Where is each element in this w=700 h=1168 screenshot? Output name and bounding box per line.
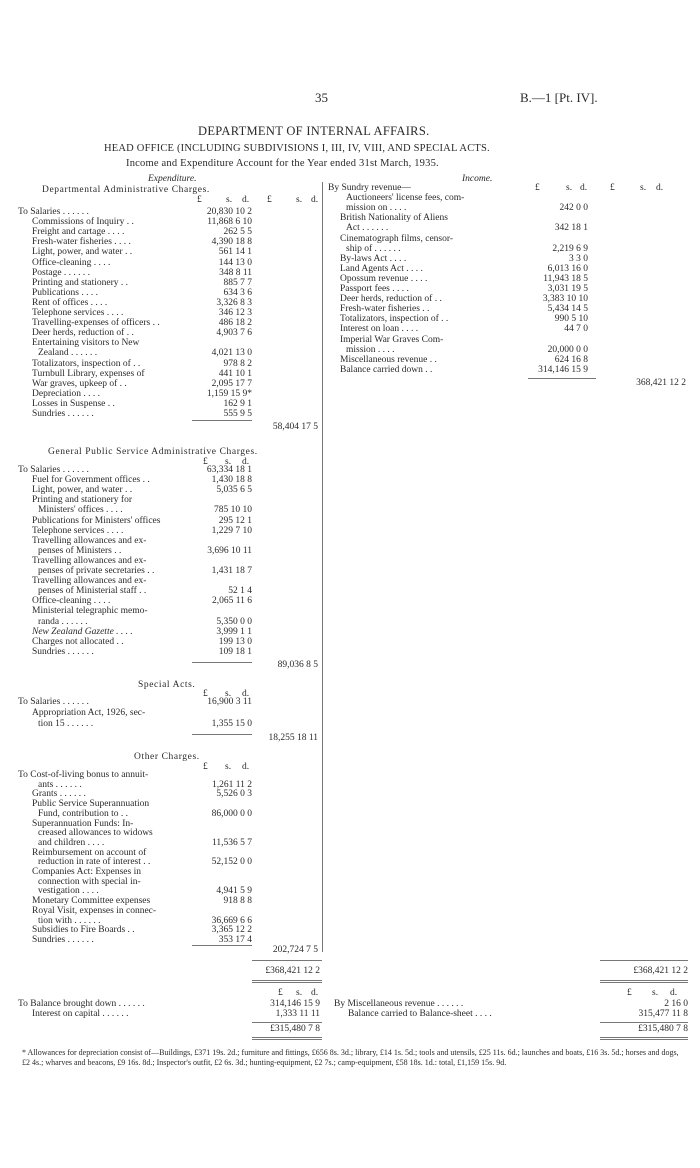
currency-header: s. — [652, 988, 659, 998]
income-rows-amount: 3,031 19 5 — [547, 284, 588, 294]
currency-header: d. — [242, 457, 250, 467]
section-departmental: Departmental Administrative Charges. — [42, 185, 210, 195]
general-rows-amount: 1,229 7 10 — [211, 525, 252, 536]
dept-rows-amount: 348 8 11 — [219, 267, 252, 278]
special-rows-amount: 16,900 3 11 — [207, 697, 252, 707]
dept-rows-label: Travelling-expenses of officers . . — [32, 318, 160, 329]
subtotal-rule — [192, 662, 252, 663]
dept-rows-label: Commissions of Inquiry . . — [32, 217, 134, 228]
dept-rows-amount: 634 3 6 — [223, 287, 252, 298]
income-rows-amount: 44 7 0 — [564, 324, 588, 335]
special-rows-label: tion 15 . . . . . . — [38, 719, 94, 729]
income-rows-amount: 314,146 15 9 — [538, 364, 588, 375]
other-rows-label: Monetary Committee expenses — [32, 896, 151, 907]
dept-rows-amount: 144 13 0 — [218, 257, 252, 268]
currency-header: d. — [656, 183, 664, 193]
income-rows-amount: 3,383 10 10 — [542, 294, 588, 305]
subtotal-rule — [528, 378, 596, 379]
currency-header: s. — [226, 195, 233, 205]
other-rows-amount: 52,152 0 0 — [211, 857, 252, 868]
general-rows-amount: 1,431 18 7 — [211, 566, 252, 576]
total-rule — [600, 1037, 688, 1038]
dept-rows-label: Zealand . . . . . . — [38, 348, 98, 359]
income-rows-label: Deer herds, reduction of . . — [340, 294, 442, 305]
special-rows-amount: 1,355 15 0 — [211, 719, 252, 729]
general-rows-amount: 5,350 0 0 — [216, 616, 252, 627]
general-rows-amount: 5,035 6 5 — [216, 485, 252, 496]
dept-rows-amount: 346 12 3 — [218, 308, 252, 318]
balance-left-amount: 1,333 11 11 — [275, 1009, 320, 1019]
dept-rows-amount: 11,868 6 10 — [207, 217, 252, 228]
currency-header: £ — [610, 183, 615, 193]
currency-header: £ — [203, 457, 208, 467]
balance-right-total: £315,480 7 8 — [638, 1024, 688, 1034]
other-rows-label: Fund, contribution to . . — [38, 808, 128, 819]
other-rows-amount: 11,536 5 7 — [211, 837, 252, 848]
general-rows-label: randa . . . . . . — [38, 616, 88, 627]
dept-rows-label: Sundries . . . . . . — [32, 409, 94, 419]
dept-rows-label: Entertaining visitors to New — [32, 338, 140, 349]
grand-total-left: £368,421 12 2 — [265, 966, 320, 976]
dept-rows-label: Losses in Suspense . . — [32, 398, 115, 409]
general-rows-label: Travelling allowances and ex- — [32, 535, 147, 546]
general-rows-label: Charges not allocated . . — [32, 636, 124, 647]
income-rows-label: mission on . . . . — [346, 203, 407, 214]
income-rows-label: Imperial War Graves Com- — [340, 334, 444, 345]
other-rows-amount: 86,000 0 0 — [211, 808, 252, 819]
total-rule — [600, 1022, 688, 1023]
income-rows-label: Act . . . . . . — [346, 223, 389, 234]
other-rows-amount: 4,941 5 9 — [216, 886, 252, 897]
income-rows-label: By Sundry revenue— — [328, 183, 411, 193]
income-rows-amount: 342 18 1 — [554, 223, 588, 234]
total-rule — [252, 960, 322, 961]
general-rows-amount: 199 13 0 — [218, 636, 252, 647]
general-rows-amount: 52 1 4 — [228, 586, 252, 597]
income-rows-amount: 242 0 0 — [559, 203, 588, 214]
special-rows-label: Appropriation Act, 1926, sec- — [32, 708, 146, 718]
general-rows-label: Ministers' offices . . . . — [38, 505, 123, 516]
general-rows-label: Fuel for Government offices . . — [32, 475, 150, 486]
income-rows-label: British Nationality of Aliens — [340, 213, 448, 224]
depreciation-footnote: * Allowances for depreciation consist of—Buildings, £371 19s. 2d.; furniture and fittings, £656 8s. 3d.; library, £14 1s. 5d.; tools and utensils, £25 11s. 6d.; launches and boats, £16 3s. 5d.; horses and dogs, £2 4s.; wharves and beacons, £9 16s. 8d.; Inspector's outfit, £2 6s. 3d.; hunting-equipment, £2 7s.; camp-equipment, £58 18s. 1d.: total, £1,159 15s. 9d. — [22, 1048, 679, 1067]
special-rows-label: To Salaries . . . . . . — [18, 697, 89, 707]
currency-header: s. — [296, 988, 303, 998]
dept-rows-label: Freight and cartage . . . . — [32, 227, 125, 238]
general-rows-label: Travelling allowances and ex- — [32, 576, 147, 587]
total-rule — [600, 980, 688, 981]
income-rows-label: Totalizators, inspection of . . — [340, 314, 449, 325]
dept-rows-label: Telephone services . . . . — [32, 308, 124, 318]
currency-header: s. — [225, 457, 232, 467]
page-title: DEPARTMENT OF INTERNAL AFFAIRS. — [198, 124, 430, 138]
section-other: Other Charges. — [134, 752, 200, 762]
general-rows-label: penses of private secretaries . . — [38, 566, 155, 576]
other-rows-label: Companies Act: Expenses in — [32, 867, 141, 877]
total-rule — [600, 982, 688, 983]
dept-rows-label: To Salaries . . . . . . — [18, 207, 89, 217]
other-rows-label: To Cost-of-living bonus to annuit- — [18, 770, 149, 780]
currency-header: d. — [670, 988, 678, 998]
income-rows-label: Auctioneers' license fees, com- — [346, 193, 465, 204]
income-rows-amount: 2,219 6 9 — [552, 243, 588, 254]
general-rows-label: Publications for Ministers' offices — [32, 515, 161, 526]
income-rows-label: Opossum revenue . . . . — [340, 273, 428, 284]
balance-left-total: £315,480 7 8 — [270, 1024, 320, 1034]
general-rows-label: penses of Ministers . . — [38, 545, 122, 556]
currency-header: d. — [580, 183, 588, 193]
currency-header: £ — [267, 195, 272, 205]
general-rows-label: Travelling allowances and ex- — [32, 555, 147, 566]
total-rule — [600, 960, 688, 961]
income-label: Income. — [462, 174, 493, 184]
general-rows-amount: 3,696 10 11 — [207, 545, 252, 556]
general-rows-label: Printing and stationery for — [32, 495, 132, 506]
dept-rows-amount: 4,021 13 0 — [211, 348, 252, 359]
total-rule — [252, 1022, 322, 1023]
general-rows-amount: 785 10 10 — [214, 505, 252, 516]
dept-rows-amount: 4,903 7 6 — [216, 328, 252, 339]
currency-header: s. — [225, 689, 232, 699]
other-rows-label: creased allowances to widows — [38, 828, 153, 839]
subtotal-rule — [192, 420, 252, 421]
currency-header: d. — [242, 195, 250, 205]
income-rows-label: Fresh-water fisheries . . — [340, 304, 430, 315]
income-rows-amount: 11,943 18 5 — [543, 273, 588, 284]
other-rows-label: tion with . . . . . . — [38, 915, 101, 926]
general-rows-label: Office-cleaning . . . . — [32, 596, 111, 607]
dept-rows-amount: 1,159 15 9* — [206, 388, 252, 399]
dept-rows-label: War graves, upkeep of . . — [32, 378, 127, 389]
dept-rows-amount: 3,326 8 3 — [216, 297, 252, 308]
income-total: 368,421 12 2 — [636, 378, 686, 388]
other-rows-label: Reimbursement on account of — [32, 847, 147, 858]
other-rows-amount: 5,526 0 3 — [216, 789, 252, 800]
other-rows-label: Public Service Superannuation — [32, 799, 150, 810]
income-rows-amount: 20,000 0 0 — [547, 344, 588, 355]
special-total: 18,255 18 11 — [268, 733, 318, 743]
subtotal-rule — [192, 945, 252, 946]
dept-rows-amount: 162 9 1 — [223, 398, 252, 409]
dept-rows-amount: 561 14 1 — [218, 247, 252, 258]
dept-rows-amount: 486 18 2 — [218, 318, 252, 329]
dept-rows-label: Publications . . . . — [32, 287, 98, 298]
other-rows-amount: 36,669 6 6 — [211, 915, 252, 926]
other-total: 202,724 7 5 — [272, 945, 318, 955]
other-rows-amount: 1,261 11 2 — [211, 779, 252, 790]
currency-header: s. — [225, 762, 232, 772]
income-rows-label: Interest on loan . . . . — [340, 324, 419, 335]
other-rows-amount: 918 8 8 — [223, 896, 252, 907]
other-rows-amount: 3,365 12 2 — [211, 925, 252, 936]
general-rows-amount: 295 12 1 — [218, 515, 252, 526]
total-rule — [252, 980, 322, 981]
dept-rows-amount: 555 9 5 — [223, 409, 252, 419]
general-rows-label: To Salaries . . . . . . — [18, 465, 89, 475]
dept-rows-amount: 885 7 7 — [223, 277, 252, 288]
currency-header: £ — [535, 183, 540, 193]
dept-rows-label: Turnbull Library, expenses of — [32, 368, 145, 379]
income-rows-amount: 990 5 10 — [554, 314, 588, 325]
currency-header: d. — [311, 988, 319, 998]
dept-rows-label: Fresh-water fisheries . . . . — [32, 237, 131, 248]
currency-header: s. — [566, 183, 573, 193]
balance-left-label: Interest on capital . . . . . . — [32, 1009, 129, 1019]
currency-header: d. — [242, 689, 250, 699]
currency-header: £ — [197, 195, 202, 205]
dept-rows-label: Office-cleaning . . . . — [32, 257, 111, 268]
income-rows-label: Miscellaneous revenue . . — [340, 354, 437, 365]
general-rows-label: Light, power, and water . . — [32, 485, 133, 496]
general-rows-label: penses of Ministerial staff . . — [38, 586, 147, 597]
currency-header: s. — [640, 183, 647, 193]
total-rule — [252, 1039, 322, 1040]
dept-rows-amount: 441 10 1 — [218, 368, 252, 379]
expenditure-label: Expenditure. — [148, 174, 197, 184]
dept-rows-amount: 2,095 17 7 — [211, 378, 252, 389]
dept-rows-amount: 978 8 2 — [223, 358, 252, 369]
general-rows-amount: 2,065 11 6 — [211, 596, 252, 607]
departmental-total: 58,404 17 5 — [272, 422, 318, 432]
balance-left-amount: 314,146 15 9 — [270, 999, 320, 1009]
balance-right-amount: 2 16 0 — [664, 999, 688, 1009]
document-reference: B.—1 [Pt. IV]. — [520, 90, 598, 105]
currency-header: £ — [278, 988, 283, 998]
other-rows-label: reduction in rate of interest . . — [38, 857, 151, 868]
income-rows-amount: 5,434 14 5 — [547, 304, 588, 315]
currency-header: £ — [627, 988, 632, 998]
other-rows-label: and children . . . . — [38, 837, 105, 848]
dept-rows-amount: 4,390 18 8 — [211, 237, 252, 248]
total-rule — [252, 982, 322, 983]
general-rows-label: Sundries . . . . . . — [32, 646, 94, 657]
general-rows-amount: 63,334 18 1 — [206, 465, 252, 475]
column-divider — [322, 182, 323, 952]
other-rows-amount: 353 17 4 — [218, 934, 252, 945]
section-special: Special Acts. — [138, 680, 196, 690]
currency-header: £ — [203, 762, 208, 772]
dept-rows-label: Printing and stationery . . — [32, 277, 129, 288]
general-rows-amount: 109 18 1 — [218, 646, 252, 657]
currency-header: £ — [203, 689, 208, 699]
account-title: Income and Expenditure Account for the Year ended 31st March, 1935. — [126, 158, 439, 169]
grand-total-right: £368,421 12 2 — [633, 966, 688, 976]
balance-right-label: By Miscellaneous revenue . . . . . . — [334, 999, 464, 1009]
general-rows-label: Telephone services . . . . — [32, 525, 124, 536]
other-rows-label: Superannuation Funds: In- — [32, 818, 134, 829]
general-total: 89,036 8 5 — [277, 660, 318, 670]
income-rows-label: mission . . . . — [346, 344, 395, 355]
dept-rows-amount: 20,830 10 2 — [206, 207, 252, 217]
general-rows-label: New Zealand Gazette . . . . — [32, 626, 133, 637]
page-subtitle: HEAD OFFICE (INCLUDING SUBDIVISIONS I, III, IV, VIII, AND SPECIAL ACTS. — [104, 143, 490, 154]
income-rows-label: ship of . . . . . . — [346, 243, 401, 254]
total-rule — [252, 1037, 322, 1038]
currency-header: s. — [296, 195, 303, 205]
other-rows-label: ants . . . . . . — [38, 779, 82, 790]
currency-header: d. — [311, 195, 319, 205]
income-rows-amount: 6,013 16 0 — [547, 263, 588, 274]
other-rows-label: connection with special in- — [38, 876, 141, 887]
balance-right-label: Balance carried to Balance-sheet . . . . — [348, 1009, 492, 1019]
general-rows-amount: 1,430 18 8 — [211, 475, 252, 486]
other-rows-label: Grants . . . . . . — [32, 789, 86, 800]
other-rows-label: vestigation . . . . — [38, 886, 99, 897]
dept-rows-amount: 262 5 5 — [223, 227, 252, 238]
balance-left-label: To Balance brought down . . . . . . — [18, 999, 145, 1009]
other-rows-label: Sundries . . . . . . — [32, 934, 94, 945]
dept-rows-label: Totalizators, inspection of . . — [32, 358, 141, 369]
other-rows-label: Royal Visit, expenses in connec- — [32, 905, 157, 916]
income-rows-label: Cinematograph films, censor- — [340, 233, 453, 244]
dept-rows-label: Rent of offices . . . . — [32, 297, 108, 308]
income-rows-label: Balance carried down . . — [340, 364, 433, 375]
subtotal-rule — [192, 734, 252, 735]
dept-rows-label: Depreciation . . . . — [32, 388, 101, 399]
general-rows-amount: 3,999 1 1 — [216, 626, 252, 637]
page-number: 35 — [315, 90, 328, 105]
currency-header: d. — [242, 762, 250, 772]
dept-rows-label: Postage . . . . . . — [32, 267, 91, 278]
balance-right-amount: 315,477 11 8 — [638, 1009, 688, 1019]
total-rule — [600, 1039, 688, 1040]
income-rows-amount: 624 16 8 — [554, 354, 588, 365]
income-rows-amount: 3 3 0 — [569, 253, 588, 264]
section-general: General Public Service Administrative Charges. — [48, 447, 258, 457]
other-rows-label: Subsidies to Fire Boards . . — [32, 925, 135, 936]
income-rows-label: Land Agents Act . . . . — [340, 263, 423, 274]
dept-rows-label: Deer herds, reduction of . . — [32, 328, 134, 339]
income-rows-label: Passport fees . . . . — [340, 284, 409, 294]
general-rows-label: Ministerial telegraphic memo- — [32, 606, 148, 617]
income-rows-label: By-laws Act . . . . — [340, 253, 407, 264]
dept-rows-label: Light, power, and water . . — [32, 247, 133, 258]
